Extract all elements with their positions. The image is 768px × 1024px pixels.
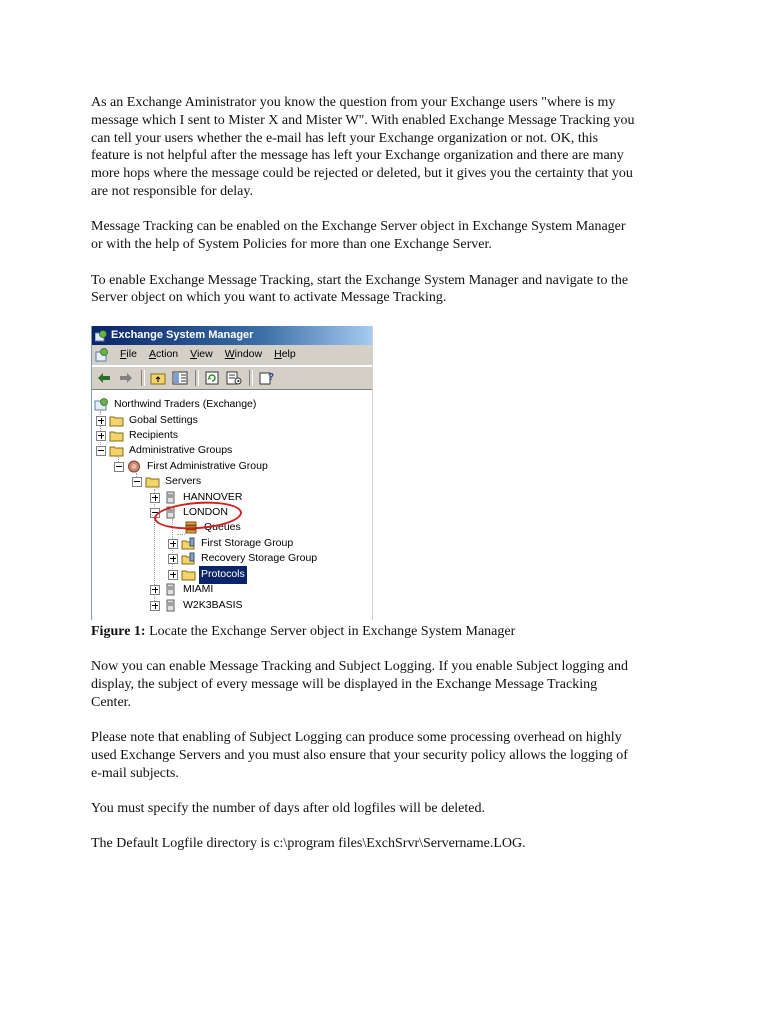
back-arrow-icon[interactable]	[95, 370, 113, 386]
default-directory-paragraph: The Default Logfile directory is c:\program files\ExchSrvr\Servername.LOG.	[91, 836, 526, 852]
instructions-paragraph: To enable Exchange Message Tracking, start the Exchange System Manager and navigate to the Server object on which you want to activate Message Tracking.	[91, 272, 629, 306]
help-icon[interactable]	[257, 370, 275, 386]
show-hide-tree-icon[interactable]	[171, 370, 189, 386]
exchange-app-icon	[95, 330, 107, 342]
up-folder-icon[interactable]	[149, 370, 167, 386]
document-page	[91, 94, 691, 871]
menu-window-rest: indow	[234, 348, 263, 361]
logfile-days-paragraph: You must specify the number of days after old logfiles will be deleted.	[91, 800, 485, 816]
menu-help-accel: H	[274, 348, 282, 361]
exchange-system-manager-screenshot	[91, 326, 373, 620]
menu-action-accel: A	[148, 348, 156, 361]
tree-node-w2k3basis[interactable]	[150, 598, 245, 613]
tree-label: Servers	[165, 474, 202, 487]
server-icon	[163, 491, 178, 504]
tree-label: W2K3BASIS	[183, 598, 243, 611]
menu-window-accel: W	[224, 348, 235, 361]
tree-label: Queues	[204, 520, 241, 533]
menu-action[interactable]	[143, 346, 184, 364]
toolbar-separator	[249, 370, 253, 386]
expand-plus-icon[interactable]	[168, 554, 178, 564]
intro-paragraph: As an Exchange Aministrator you know the question from your Exchange users "where is my message which I sent to Mister X and Mister W". With enabled Exchange Message Tracking you can tell your users whether the e-mail has left your Exchange organization or not. OK, this feature is not helpful after the message has left your Exchange organization and there are many more hops where the message could be rejected or deleted, but it gives you the certainty that you are not responsible for delay.	[91, 95, 635, 199]
tree-label: MIAMI	[183, 582, 214, 595]
figure-caption	[91, 623, 691, 641]
overhead-note-paragraph: Please note that enabling of Subject Logging can produce some processing overhead on highly used Exchange Servers and you must also ensure that your security policy allows the logging of e-mail subjects.	[91, 729, 628, 781]
server-icon	[163, 583, 178, 596]
tree-label: Recovery Storage Group	[201, 551, 318, 564]
expand-plus-icon[interactable]	[168, 570, 178, 580]
refresh-icon[interactable]	[203, 370, 221, 386]
tree-label: First Administrative Group	[147, 459, 268, 472]
admin-group-icon	[127, 460, 142, 473]
queues-icon	[184, 521, 199, 534]
tree-node-queues[interactable]	[184, 520, 243, 535]
collapse-minus-icon[interactable]	[114, 462, 124, 472]
menu-help[interactable]	[268, 346, 302, 364]
subject-logging-paragraph: Now you can enable Message Tracking and Subject Logging. If you enable Subject logging and display, the subject of every message will be displayed in the Exchange Message Tracking Center.	[91, 658, 628, 710]
expand-plus-icon[interactable]	[150, 585, 160, 595]
tree-node-recovery-storage-group[interactable]	[168, 551, 319, 566]
folder-open-icon	[109, 444, 124, 457]
menu-view-accel: V	[190, 348, 197, 361]
tree-node-administrative-groups[interactable]	[96, 443, 234, 458]
window-titlebar	[92, 326, 372, 345]
storage-group-icon	[181, 537, 196, 550]
menu-view-rest: iew	[196, 348, 213, 361]
expand-plus-icon[interactable]	[168, 539, 178, 549]
menu-action-rest: ction	[155, 348, 179, 361]
organization-icon	[94, 398, 109, 411]
menu-view[interactable]	[184, 346, 219, 364]
toolbar	[92, 366, 372, 390]
expand-plus-icon[interactable]	[150, 493, 160, 503]
export-list-icon[interactable]	[225, 370, 243, 386]
tree-label: First Storage Group	[201, 536, 294, 549]
menu-help-rest: elp	[281, 348, 296, 361]
tree-node-servers[interactable]	[132, 474, 203, 489]
toolbar-separator	[195, 370, 199, 386]
collapse-minus-icon[interactable]	[96, 446, 106, 456]
svg-text:?: ?	[268, 372, 274, 384]
expand-plus-icon[interactable]	[96, 431, 106, 441]
collapse-minus-icon[interactable]	[132, 477, 142, 487]
tree-label-selected: Protocols	[199, 566, 247, 584]
tree-label: Recipients	[129, 428, 179, 441]
menu-bar	[92, 345, 372, 366]
tree-node-miami[interactable]	[150, 582, 215, 597]
console-icon	[95, 348, 109, 362]
console-tree	[92, 397, 372, 620]
server-icon	[163, 506, 178, 519]
menu-file-rest: ile	[126, 348, 137, 361]
expand-plus-icon[interactable]	[150, 601, 160, 611]
folder-icon	[109, 429, 124, 442]
tree-label: LONDON	[183, 505, 228, 518]
tree-label: HANNOVER	[183, 490, 243, 503]
folder-open-icon	[145, 475, 160, 488]
expand-plus-icon[interactable]	[96, 416, 106, 426]
tree-label: Gobal Settings	[129, 413, 198, 426]
caption-label: Figure 1:	[91, 624, 146, 640]
tree-label: Northwind Traders (Exchange)	[114, 397, 257, 410]
enable-location-paragraph: Message Tracking can be enabled on the Exchange Server object in Exchange System Manager or with the help of System Policies for more than one Exchange Server.	[91, 219, 626, 253]
server-icon	[163, 599, 178, 612]
window-title: Exchange System Manager	[111, 328, 254, 341]
folder-icon	[181, 568, 196, 581]
caption-text: Locate the Exchange Server object in Exchange System Manager	[145, 624, 516, 640]
storage-group-icon	[181, 552, 196, 565]
tree-label: Administrative Groups	[129, 443, 233, 456]
folder-icon	[109, 414, 124, 427]
menu-file[interactable]	[114, 346, 143, 364]
tree-node-root[interactable]	[94, 397, 258, 412]
collapse-minus-icon[interactable]	[150, 508, 160, 518]
menu-window[interactable]	[219, 346, 268, 364]
menu-file-accel: F	[120, 348, 127, 361]
forward-arrow-icon[interactable]	[117, 370, 135, 386]
toolbar-separator	[141, 370, 145, 386]
